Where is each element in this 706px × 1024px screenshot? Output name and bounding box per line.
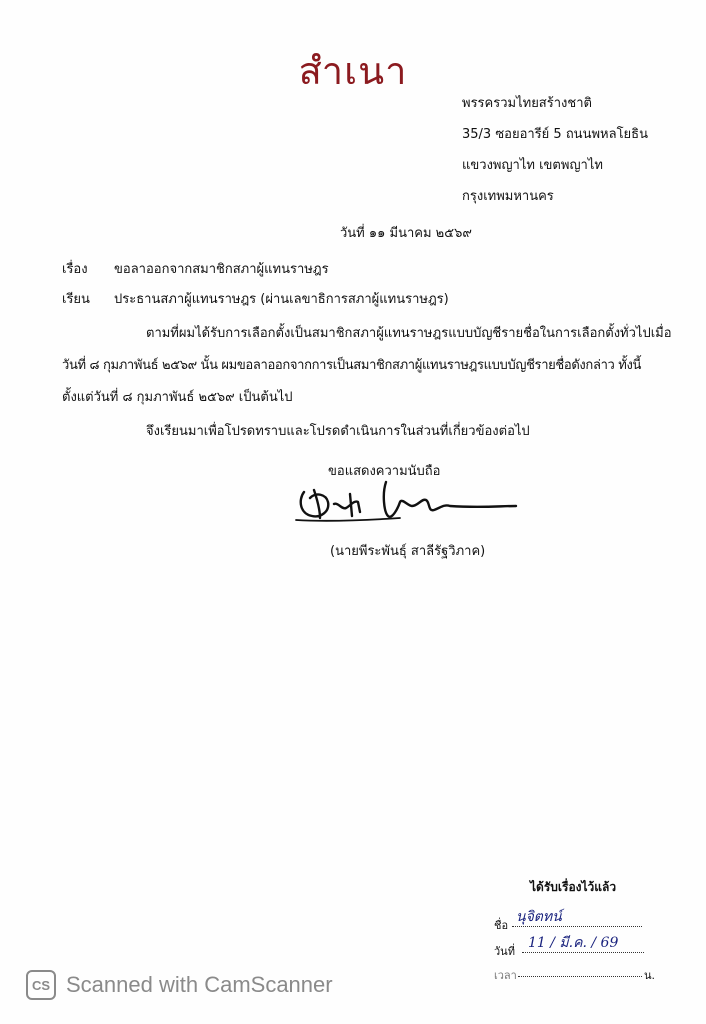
receipt-stamp xyxy=(494,868,674,988)
receipt-date-label: วันที่ xyxy=(494,945,515,958)
recipient-row xyxy=(62,288,449,309)
receipt-time-label: เวลา xyxy=(494,969,517,982)
recipient-label: เรียน xyxy=(62,292,90,307)
body-line-3: ตั้งแต่วันที่ ๘ กุมภาพันธ์ ๒๕๖๙ เป็นต้นไป xyxy=(62,390,293,405)
sender-address-line-1: พรรครวมไทยสร้างชาติ xyxy=(462,96,592,111)
sender-address-line-4: กรุงเทพมหานคร xyxy=(462,189,554,204)
letter-date: วันที่ ๑๑ มีนาคม ๒๕๖๙ xyxy=(340,226,472,241)
copy-title: สำเนา xyxy=(298,49,408,93)
receipt-name-label: ชื่อ xyxy=(494,919,509,932)
handwritten-signature xyxy=(290,472,520,532)
watermark-text: Scanned with CamScanner xyxy=(66,972,333,997)
receipt-heading: ได้รับเรื่องไว้แล้ว xyxy=(530,880,617,894)
receipt-time-line xyxy=(518,962,642,977)
camscanner-watermark xyxy=(26,968,333,1002)
request-line: จึงเรียนมาเพื่อโปรดทราบและโปรดดำเนินการในส่วนที่เกี่ยวข้องต่อไป xyxy=(146,424,530,439)
body-line-1: ตามที่ผมได้รับการเลือกตั้งเป็นสมาชิกสภาผู้แทนราษฎรแบบบัญชีรายชื่อในการเลือกตั้งทั่วไปเมื่อ xyxy=(146,326,672,341)
camscanner-logo-icon: CS xyxy=(26,970,56,1000)
receipt-time-suffix: น. xyxy=(644,969,656,982)
receipt-date-value: 11 / มี.ค. / 69 xyxy=(528,935,619,951)
sender-address-line-2: 35/3 ซอยอารีย์ 5 ถนนพหลโยธิน xyxy=(462,127,648,142)
subject-label: เรื่อง xyxy=(62,262,88,277)
signer-name: (นายพีระพันธุ์ สาลีรัฐวิภาค) xyxy=(330,544,486,559)
body-line-2: วันที่ ๘ กุมภาพันธ์ ๒๕๖๙ นั้น ผมขอลาออกจากการเป็นสมาชิกสภาผู้แทนราษฎรแบบบัญชีรายชื่อดังกล่าว ทั้งนี้ xyxy=(62,358,642,373)
receipt-name-value: นุจิตทน์ xyxy=(516,909,562,925)
recipient-value: ประธานสภาผู้แทนราษฎร (ผ่านเลขาธิการสภาผู้แทนราษฎร) xyxy=(114,292,449,307)
closing-phrase: ขอแสดงความนับถือ xyxy=(328,464,441,479)
subject-value: ขอลาออกจากสมาชิกสภาผู้แทนราษฎร xyxy=(114,262,329,277)
sender-address-line-3: แขวงพญาไท เขตพญาไท xyxy=(462,158,603,173)
subject-row xyxy=(62,258,329,279)
